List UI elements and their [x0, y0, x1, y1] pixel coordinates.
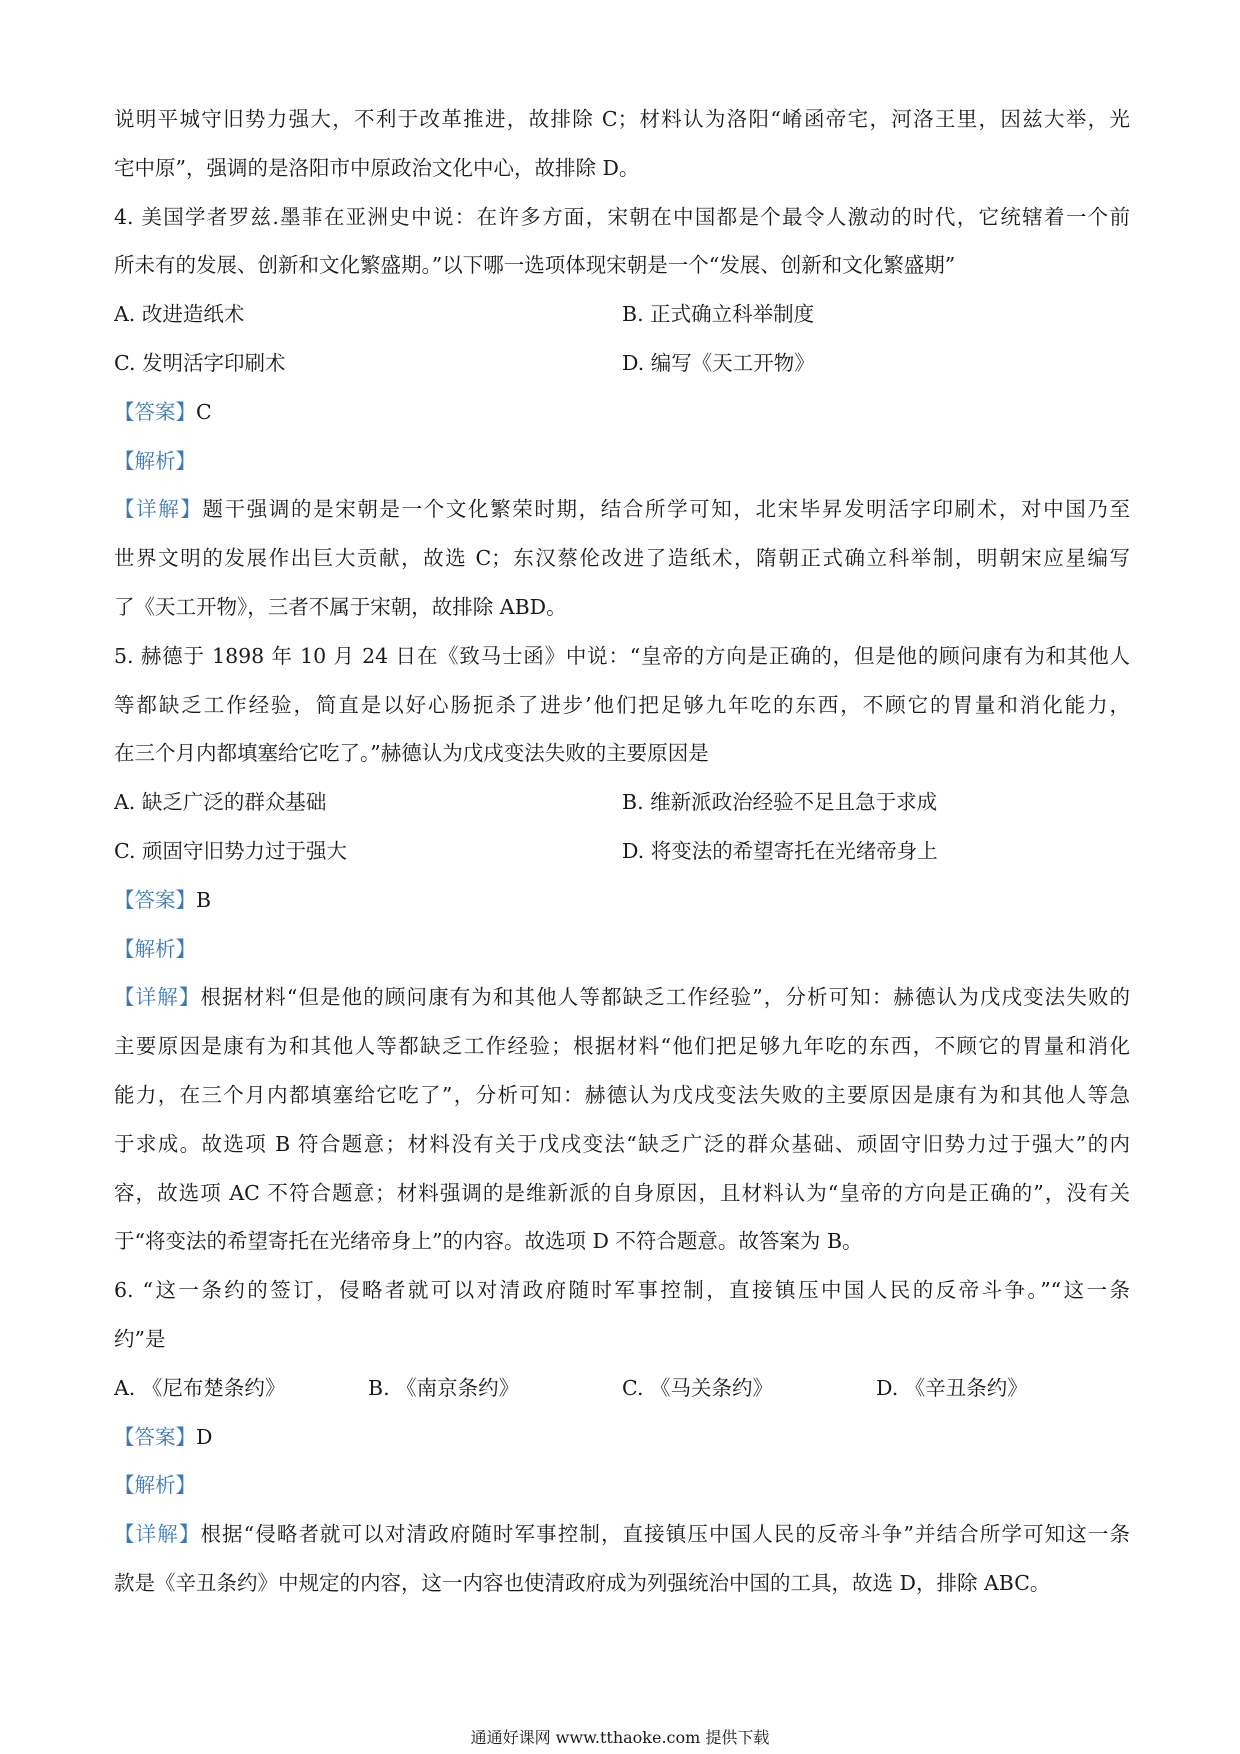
intro-line: 说明平城守旧势力强大，不利于改革推进，故排除 C；材料认为洛阳“崤函帝宅，河洛王里，因兹大举，光 [114, 107, 1130, 131]
answer-line [114, 1413, 1130, 1462]
analysis-tag: 【解析】 [114, 1473, 196, 1498]
answer-tag: 【答案】 [114, 887, 196, 912]
detail-tag: 【详解】 [114, 985, 201, 1010]
option-row [114, 1364, 1130, 1413]
answer-tag: 【答案】 [114, 399, 196, 424]
option-a: A. 改进造纸术 [114, 302, 245, 327]
question-stem: 等都缺乏工作经验，简直是以好心肠扼杀了进步’他们把足够九年吃的东西，不顾它的胃量和消化能力， [114, 692, 1130, 717]
detail-text: 题干强调的是宋朝是一个文化繁荣时期，结合所学可知，北宋毕昇发明活字印刷术，对中国乃至 [202, 497, 1130, 522]
option-row [114, 339, 1130, 388]
detail-tag: 【详解】 [114, 1522, 201, 1547]
option-c: C. 顽固守旧势力过于强大 [114, 838, 347, 863]
option-c: C. 发明活字印刷术 [114, 350, 286, 375]
option-d: D. 将变法的希望寄托在光绪帝身上 [622, 838, 938, 863]
option-row [114, 778, 1130, 827]
detail-line: 了《天工开物》，三者不属于宋朝，故排除 ABD。 [114, 594, 567, 619]
answer-tag: 【答案】 [114, 1424, 196, 1449]
option-d: D. 编写《天工开物》 [622, 350, 815, 375]
detail-text: 根据“侵略者就可以对清政府随时军事控制，直接镇压中国人民的反帝斗争”并结合所学可知这一条 [200, 1522, 1130, 1547]
question-stem: 约”是 [114, 1326, 166, 1351]
detail-line [114, 485, 1130, 534]
detail-line: 容，故选项 AC 不符合题意；材料强调的是维新派的自身原因，且材料认为“皇帝的方向是正确的”，没有关 [114, 1180, 1130, 1205]
detail-line: 于求成。故选项 B 符合题意；材料没有关于戊戌变法“缺乏广泛的群众基础、顽固守旧势力过于强大”的内 [114, 1131, 1130, 1156]
answer-line [114, 388, 1130, 437]
option-b: B. 正式确立科举制度 [622, 302, 815, 327]
option-row [114, 290, 1130, 339]
detail-text: 根据材料“但是他的顾问康有为和其他人等都缺乏工作经验”，分析可知：赫德认为戊戌变法失败的 [200, 985, 1130, 1010]
detail-line [114, 1510, 1130, 1559]
answer-value: B [196, 887, 212, 912]
detail-tag: 【详解】 [114, 497, 203, 522]
detail-line: 世界文明的发展作出巨大贡献，故选 C；东汉蔡伦改进了造纸术，隋朝正式确立科举制，明朝宋应星编写 [114, 546, 1130, 571]
analysis-line [114, 437, 1130, 486]
detail-line [114, 973, 1130, 1022]
option-a: A. 《尼布楚条约》 [114, 1375, 286, 1400]
page-footer: 通通好课网 www.tthaoke.com 提供下载 [470, 1728, 770, 1747]
question-stem: 5. 赫德于 1898 年 10 月 24 日在《致马士函》中说：“皇帝的方向是正确的，但是他的顾问康有为和其他人 [114, 643, 1130, 668]
question-4 [114, 193, 1130, 632]
analysis-tag: 【解析】 [114, 936, 196, 961]
question-stem: 在三个月内都填塞给它吃了。”赫德认为戊戌变法失败的主要原因是 [114, 741, 709, 766]
analysis-line [114, 1461, 1130, 1510]
detail-line: 于“将变法的希望寄托在光绪帝身上”的内容。故选项 D 不符合题意。故答案为 B。 [114, 1229, 863, 1254]
detail-line: 主要原因是康有为和其他人等都缺乏工作经验；根据材料“他们把足够九年吃的东西，不顾它的胃量和消化 [114, 1034, 1130, 1059]
option-b: B. 维新派政治经验不足且急于求成 [622, 790, 938, 815]
analysis-line [114, 925, 1130, 974]
analysis-tag: 【解析】 [114, 448, 196, 473]
question-5 [114, 632, 1130, 1266]
answer-value: C [196, 399, 212, 424]
option-c: C. 《马关条约》 [622, 1375, 773, 1400]
question-stem: 所未有的发展、创新和文化繁盛期。”以下哪一选项体现宋朝是一个“发展、创新和文化繁盛期” [114, 253, 956, 278]
option-a: A. 缺乏广泛的群众基础 [114, 790, 327, 815]
detail-line: 能力，在三个月内都填塞给它吃了”，分析可知：赫德认为戊戌变法失败的主要原因是康有为和其他人等急 [114, 1082, 1130, 1107]
answer-line [114, 876, 1130, 925]
question-stem: 6. “这一条约的签订，侵略者就可以对清政府随时军事控制，直接镇压中国人民的反帝斗争。”“这一条 [114, 1278, 1130, 1303]
intro-line: 宅中原”，强调的是洛阳市中原政治文化中心，故排除 D。 [114, 155, 640, 180]
option-b: B. 《南京条约》 [368, 1375, 520, 1400]
option-d: D. 《辛丑条约》 [876, 1375, 1028, 1400]
detail-line: 款是《辛丑条约》中规定的内容，这一内容也使清政府成为列强统治中国的工具，故选 D，排除 ABC。 [114, 1570, 1051, 1595]
question-stem: 4. 美国学者罗兹.墨菲在亚洲史中说：在许多方面，宋朝在中国都是个最令人激动的时代，它统辖着一个前 [114, 204, 1130, 229]
answer-value: D [196, 1424, 213, 1449]
option-row [114, 827, 1130, 876]
document-page [114, 95, 1130, 1608]
question-6 [114, 1266, 1130, 1608]
